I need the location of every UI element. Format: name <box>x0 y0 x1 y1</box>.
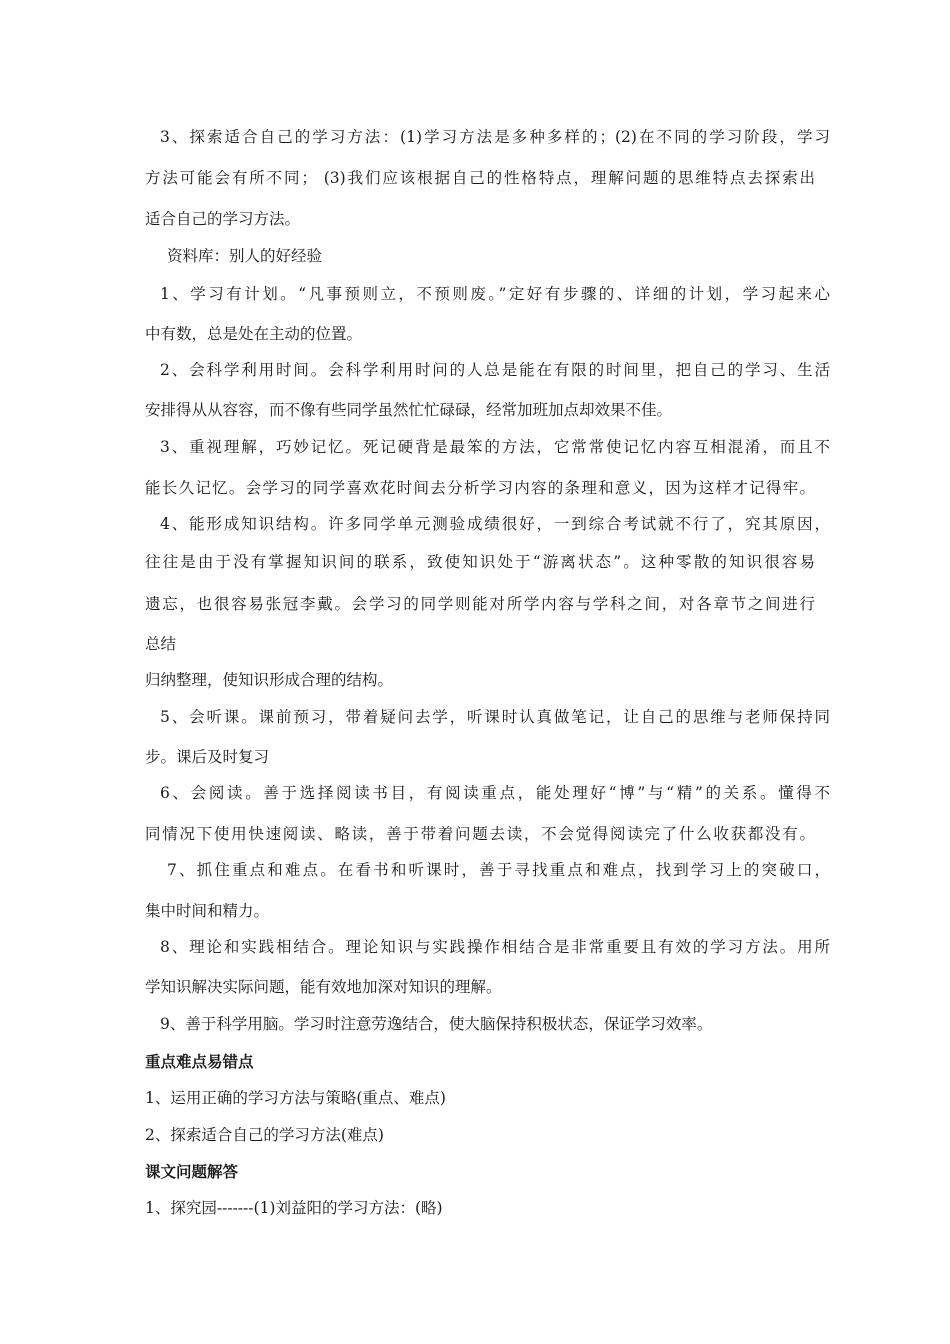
paragraph-line: 学知识解决实际问题，能有效地加深对知识的理解。 <box>145 978 502 996</box>
paragraph-line: 4、能形成知识结构。许多同学单元测验成绩很好，一到综合考试就不行了，究其原因， <box>160 515 830 533</box>
paragraph-line: 安排得从从容容，而不像有些同学虽然忙忙碌碌，经常加班加点却效果不佳。 <box>145 401 673 419</box>
section-label: 资料库：别人的好经验 <box>167 247 323 265</box>
paragraph-line: 6、会阅读。善于选择阅读书目，有阅读重点，能处理好“博”与“精”的关系。懂得不 <box>160 784 830 802</box>
list-item: 1、探究园-------(1)刘益阳的学习方法：(略) <box>145 1199 443 1217</box>
paragraph-line: 往往是由于没有掌握知识间的联系，致使知识处于“游离状态”。这种零散的知识很容易 <box>145 553 815 571</box>
paragraph-line: 3、探索适合自己的学习方法：(1)学习方法是多种多样的；(2)在不同的学习阶段，学习 <box>160 128 830 146</box>
paragraph-line: 5、会听课。课前预习，带着疑问去学，听课时认真做笔记，让自己的思维与老师保持同 <box>160 708 830 726</box>
paragraph-line: 7、抓住重点和难点。在看书和听课时，善于寻找重点和难点，找到学习上的突破口， <box>167 861 830 879</box>
paragraph-line: 9、善于科学用脑。学习时注意劳逸结合，使大脑保持积极状态，保证学习效率。 <box>160 1015 713 1033</box>
paragraph-line: 归纳整理，使知识形成合理的结构。 <box>145 671 394 689</box>
list-item: 1、运用正确的学习方法与策略(重点、难点) <box>145 1089 446 1107</box>
section-heading: 课文问题解答 <box>145 1162 239 1181</box>
section-heading: 重点难点易错点 <box>145 1052 254 1071</box>
paragraph-line: 方法可能会有所不同； (3)我们应该根据自己的性格特点，理解问题的思维特点去探索出 <box>145 169 815 187</box>
paragraph-line: 中有数，总是处在主动的位置。 <box>145 325 363 343</box>
paragraph-line: 8、理论和实践相结合。理论知识与实践操作相结合是非常重要且有效的学习方法。用所 <box>160 938 830 956</box>
paragraph-line: 3、重视理解，巧妙记忆。死记硬背是最笨的方法，它常常使记忆内容互相混淆，而且不 <box>160 438 830 456</box>
paragraph-line: 步。课后及时复习 <box>145 748 270 766</box>
list-item: 2、探索适合自己的学习方法(难点) <box>145 1126 384 1144</box>
paragraph-line: 2、会科学利用时间。会科学利用时问的人总是能在有限的时间里，把自己的学习、生活 <box>160 361 830 379</box>
paragraph-line: 适合自己的学习方法。 <box>145 210 301 228</box>
paragraph-line: 集中时间和精力。 <box>145 902 270 920</box>
paragraph-line: 总结 <box>145 635 177 653</box>
paragraph-line: 遗忘，也很容易张冠李戴。会学习的同学则能对所学内容与学科之间，对各章节之间进行 <box>145 595 815 613</box>
paragraph-line: 能长久记忆。会学习的同学喜欢花时间去分析学习内容的条理和意义，因为这样才记得牢。 <box>145 479 815 497</box>
paragraph-line: 同情况下使用快速阅读、略读，善于带着问题去读，不会觉得阅读完了什么收获都没有。 <box>145 825 815 843</box>
paragraph-line: 1、学习有计划。“凡事预则立，不预则废。”定好有步骤的、详细的计划，学习起来心 <box>160 285 830 303</box>
